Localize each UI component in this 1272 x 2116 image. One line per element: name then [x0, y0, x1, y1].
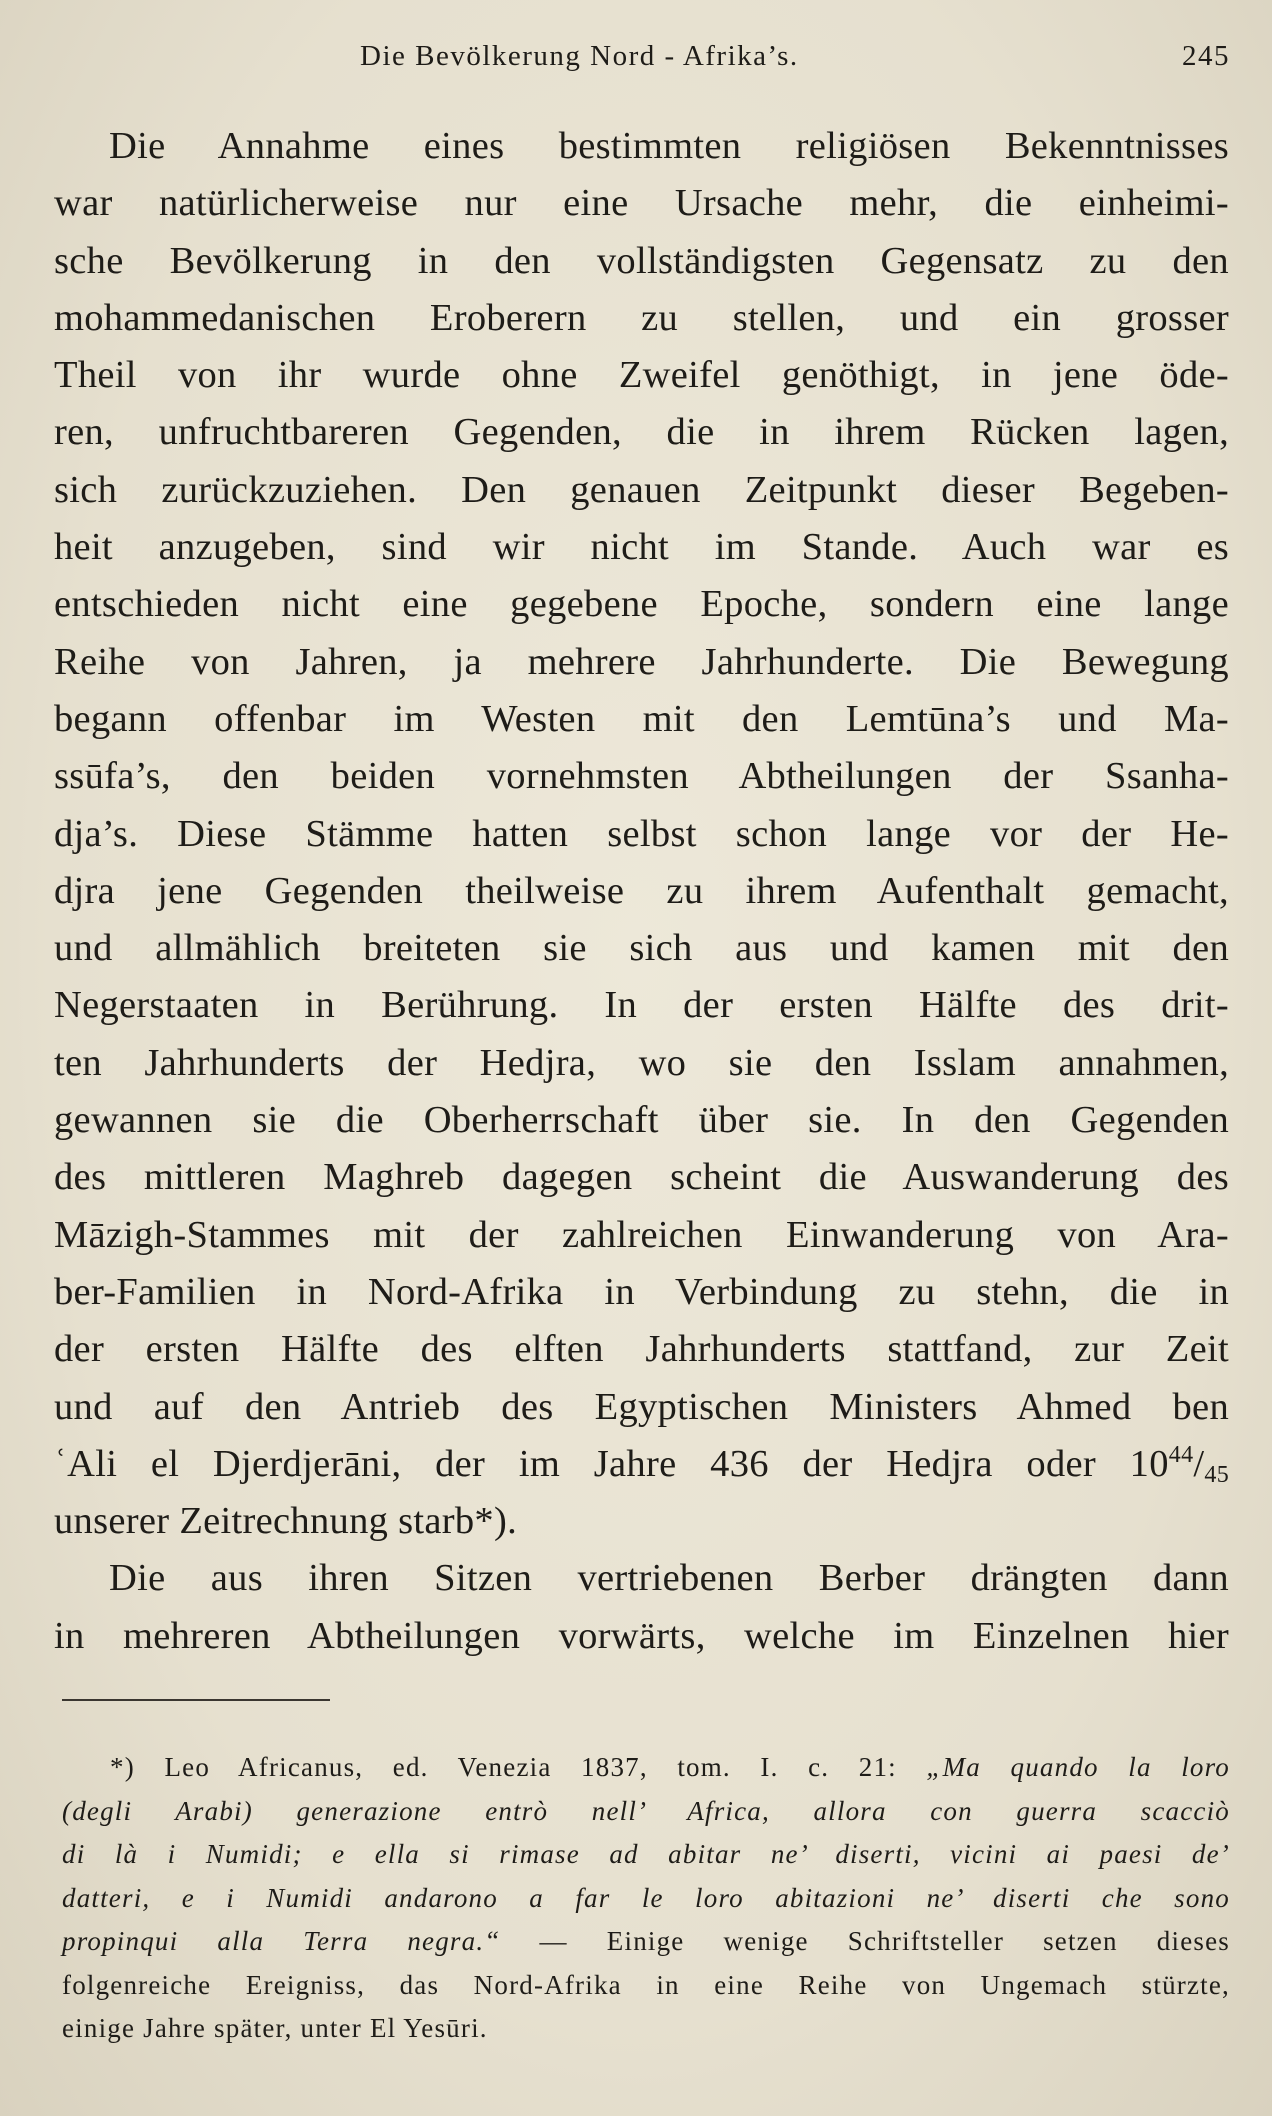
footnote-line: [62, 1964, 1230, 2008]
footnote-line: [62, 1920, 1230, 1964]
text-line: und auf den Antrieb des Egyptischen Ministers Ahmed ben: [54, 1385, 1229, 1428]
text-line: war natürlicherweise nur eine Ursache mehr, die einheimi-: [54, 182, 1229, 225]
text-line: ten Jahrhunderts der Hedjra, wo sie den Isslam annahmen,: [54, 1041, 1229, 1084]
text-line: ssūfa’s, den beiden vornehmsten Abtheilungen der Ssanha-: [54, 755, 1229, 798]
footnote-divider: [62, 1699, 330, 1701]
text-line: sche Bevölkerung in den vollständigsten Gegensatz zu den: [54, 239, 1229, 282]
footnote-source: Leo Africanus, ed. Venezia 1837, tom. I. c. 21:: [164, 1752, 897, 1782]
running-title: Die Bevölkerung Nord - Afrika’s.: [360, 40, 799, 72]
text-line: Negerstaaten in Berührung. In der ersten Hälfte des drit-: [54, 984, 1229, 1027]
text-line: Theil von ihr wurde ohne Zweifel genöthigt, in jene öde-: [54, 354, 1229, 397]
fraction-slash: /: [1193, 1442, 1205, 1485]
running-head: [60, 40, 1230, 80]
text-line: in mehreren Abtheilungen vorwärts, welche im Einzelnen hier: [54, 1614, 1229, 1657]
text-line: Māzigh-Stammes mit der zahlreichen Einwanderung von Ara-: [54, 1213, 1229, 1256]
footnote-quote: propinqui alla Terra negra.“: [62, 1926, 501, 1956]
body-text: [54, 118, 1229, 1665]
footnote: [62, 1746, 1230, 2051]
footnote-text: folgenreiche Ereigniss, das Nord-Afrika in eine Reihe von Ungemach stürzte,: [62, 1969, 1230, 2000]
text-line: ʿAli el Djerdjerāni, der im Jahre 436 der Hedjra oder 10: [54, 1442, 1169, 1485]
page-number: 245: [1182, 40, 1230, 72]
text-line: dja’s. Diese Stämme hatten selbst schon lange vor der He-: [54, 812, 1229, 855]
footnote-marker: *): [110, 1752, 135, 1782]
text-line: Reihe von Jahren, ja mehrere Jahrhunderte. Die Bewegung: [54, 640, 1229, 683]
text-line: der ersten Hälfte des elften Jahrhunderts stattfand, zur Zeit: [54, 1328, 1229, 1371]
text-line: mohammedanischen Eroberern zu stellen, und ein grosser: [54, 296, 1229, 339]
footnote-quote: datteri, e i Numidi andarono a far le loro abitazioni ne’ diserti che sono: [62, 1882, 1230, 1913]
text-line: und allmählich breiteten sie sich aus und kamen mit den: [54, 927, 1229, 970]
text-line-with-fraction: [54, 1436, 1229, 1493]
text-line: entschieden nicht eine gegebene Epoche, sondern eine lange: [54, 583, 1229, 626]
footnote-line: [62, 1790, 1230, 1834]
footnote-quote: „Ma quando la loro: [926, 1752, 1230, 1782]
text-line: des mittleren Maghreb dagegen scheint die Auswanderung des: [54, 1156, 1229, 1199]
fraction-denominator: 45: [1204, 1461, 1229, 1488]
text-line: gewannen sie die Oberherrschaft über sie. In den Gegenden: [54, 1099, 1229, 1142]
footnote-line: [62, 1746, 1230, 1790]
footnote-line: [62, 2007, 1230, 2051]
footnote-line: [62, 1877, 1230, 1921]
text-line: unserer Zeitrechnung starb*).: [54, 1500, 518, 1543]
footnote-text: einige Jahre später, unter El Yesūri.: [62, 2013, 488, 2043]
text-line: heit anzugeben, sind wir nicht im Stande. Auch war es: [54, 526, 1229, 569]
text-line: ber-Familien in Nord-Afrika in Verbindung zu stehn, die in: [54, 1270, 1229, 1313]
footnote-text: — Einige wenige Schriftsteller setzen dieses: [539, 1926, 1230, 1956]
text-line: Die Annahme eines bestimmten religiösen Bekenntnisses: [109, 125, 1229, 167]
text-line: Die aus ihren Sitzen vertriebenen Berber drängten dann: [109, 1557, 1229, 1600]
footnote-quote: (degli Arabi) generazione entrò nell’ Africa, allora con guerra scacciò: [62, 1795, 1230, 1826]
text-line: ren, unfruchtbareren Gegenden, die in ihrem Rücken lagen,: [54, 411, 1229, 454]
fraction-numerator: 44: [1168, 1441, 1194, 1468]
text-line: djra jene Gegenden theilweise zu ihrem Aufenthalt gemacht,: [54, 869, 1229, 912]
footnote-quote: di là i Numidi; e ella si rimase ad abitar ne’ diserti, vicini ai paesi de’: [62, 1839, 1230, 1869]
footnote-line: [62, 1833, 1230, 1877]
text-line: begann offenbar im Westen mit den Lemtūna’s und Ma-: [54, 697, 1229, 740]
text-line: sich zurückzuziehen. Den genauen Zeitpunkt dieser Begeben-: [54, 468, 1229, 511]
